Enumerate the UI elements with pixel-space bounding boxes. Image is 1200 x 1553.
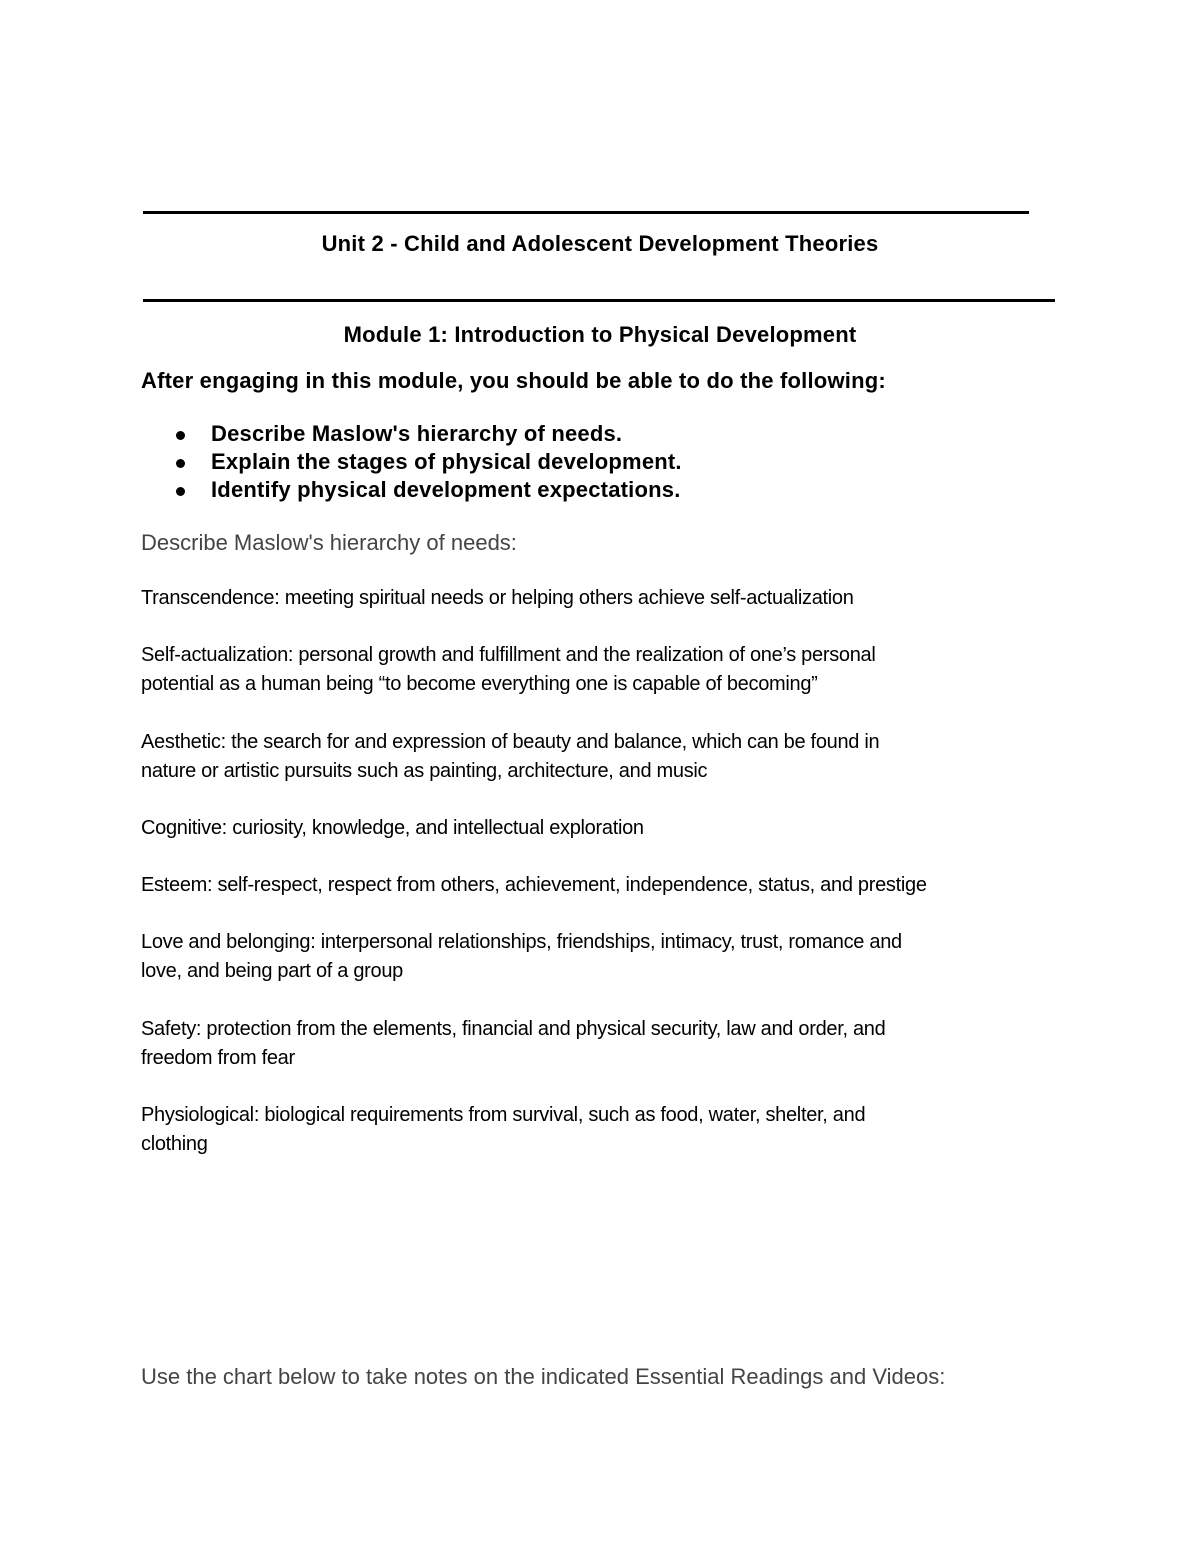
objective-item	[0, 448, 682, 476]
need-self-actualization	[141, 641, 1041, 699]
need-transcendence	[141, 584, 1041, 613]
need-line: Safety: protection from the elements, financial and physical security, law and order, and	[141, 1018, 886, 1040]
need-line: Transcendence: meeting spiritual needs or helping others achieve self-actualization	[141, 587, 854, 609]
unit-title: Unit 2 - Child and Adolescent Development Theories	[321, 231, 879, 256]
maslow-section-label: Describe Maslow's hierarchy of needs:	[141, 530, 517, 555]
need-safety	[141, 1015, 1041, 1073]
need-line: clothing	[141, 1133, 208, 1155]
bullet-icon	[176, 431, 185, 440]
title-divider	[143, 299, 1055, 302]
objective-text: Explain the stages of physical development.	[211, 449, 682, 474]
need-esteem	[141, 871, 1041, 900]
objective-item	[0, 476, 682, 504]
chart-instruction: Use the chart below to take notes on the indicated Essential Readings and Videos:	[141, 1364, 946, 1389]
need-physiological	[141, 1101, 1041, 1159]
need-aesthetic	[141, 728, 1041, 786]
need-line: nature or artistic pursuits such as painting, architecture, and music	[141, 760, 708, 782]
need-line: Esteem: self-respect, respect from others, achievement, independence, status, and prestige	[141, 874, 927, 896]
need-line: potential as a human being “to become everything one is capable of becoming”	[141, 673, 818, 695]
objective-item	[0, 420, 682, 448]
objective-text: Identify physical development expectations.	[211, 477, 681, 502]
bullet-icon	[176, 487, 185, 496]
need-line: Aesthetic: the search for and expression of beauty and balance, which can be found in	[141, 731, 880, 753]
need-love-and-belonging	[141, 928, 1041, 986]
need-line: Physiological: biological requirements from survival, such as food, water, shelter, and	[141, 1104, 866, 1126]
bullet-icon	[176, 459, 185, 468]
objectives-list	[0, 420, 682, 504]
need-line: freedom from fear	[141, 1047, 295, 1069]
objective-text: Describe Maslow's hierarchy of needs.	[211, 421, 623, 446]
objectives-intro: After engaging in this module, you should be able to do the following:	[141, 368, 886, 393]
need-line: Love and belonging: interpersonal relationships, friendships, intimacy, trust, romance and	[141, 931, 902, 953]
need-line: Cognitive: curiosity, knowledge, and intellectual exploration	[141, 817, 644, 839]
module-title: Module 1: Introduction to Physical Development	[343, 322, 857, 347]
need-line: love, and being part of a group	[141, 960, 404, 982]
top-divider	[143, 211, 1029, 214]
need-line: Self-actualization: personal growth and fulfillment and the realization of one’s personal	[141, 644, 876, 666]
need-cognitive	[141, 814, 1041, 843]
